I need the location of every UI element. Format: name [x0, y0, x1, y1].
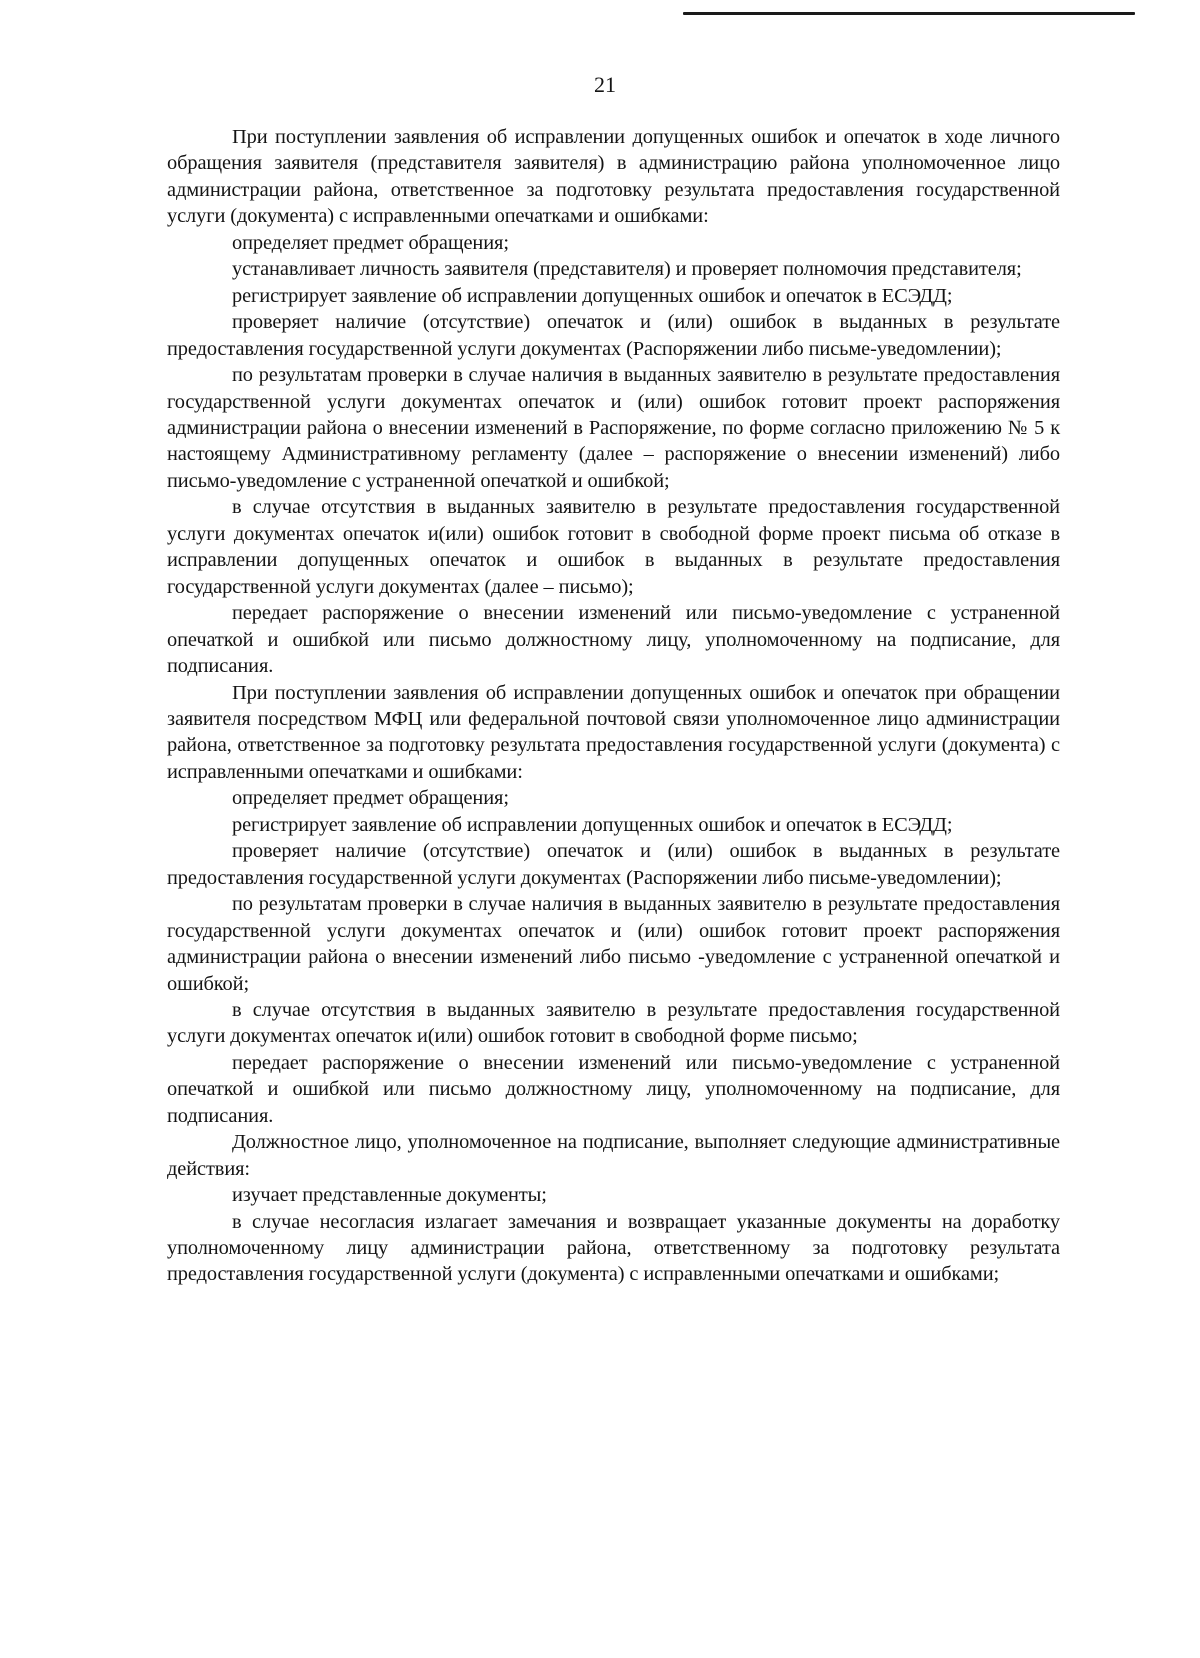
paragraph: передает распоряжение о внесении изменений или письмо-уведомление с устраненной опечаткой и ошибкой или письмо должностному лицу, уполномоченному на подписание, для подписания. [167, 1051, 1060, 1127]
document-body [167, 124, 1060, 1288]
paragraph: регистрирует заявление об исправлении допущенных ошибок и опечаток в ЕСЭДД; [232, 813, 953, 836]
paragraph: определяет предмет обращения; [232, 231, 509, 254]
paragraph: регистрирует заявление об исправлении допущенных ошибок и опечаток в ЕСЭДД; [232, 284, 953, 307]
paragraph: При поступлении заявления об исправлении допущенных ошибок и опечаток в ходе личного обращения заявителя (представителя заявителя) в администрацию района уполномоченное лицо администрации района, ответственное за подготовку результата предоставления государственной услуги (документа) с исправленными опечатками и ошибками: [167, 126, 1060, 228]
paragraph: по результатам проверки в случае наличия в выданных заявителю в результате предоставления государственной услуги документах опечаток и (или) ошибок готовит проект распоряжения администрации района о внесении изменений либо письмо -уведомление с устраненной опечаткой и ошибкой; [167, 893, 1060, 995]
paragraph: в случае отсутствия в выданных заявителю в результате предоставления государственной услуги документах опечаток и(или) ошибок готовит в свободной форме проект письма об отказе в исправлении допущенных опечаток и ошибок в выданных в результате предоставления государственной услуги документах (далее – письмо); [167, 496, 1060, 598]
paragraph: определяет предмет обращения; [232, 787, 509, 810]
paragraph: проверяет наличие (отсутствие) опечаток и (или) ошибок в выданных в результате предоставления государственной услуги документах (Распоряжении либо письме-уведомлении); [167, 311, 1060, 360]
page-number: 21 [594, 72, 616, 97]
paragraph: передает распоряжение о внесении изменений или письмо-уведомление с устраненной опечаткой и ошибкой или письмо должностному лицу, уполномоченному на подписание, для подписания. [167, 602, 1060, 678]
paragraph: устанавливает личность заявителя (представителя) и проверяет полномочия представителя; [232, 258, 1022, 281]
paragraph: в случае отсутствия в выданных заявителю в результате предоставления государственной услуги документах опечаток и(или) ошибок готовит в свободной форме письмо; [167, 998, 1060, 1048]
paragraph: изучает представленные документы; [232, 1184, 547, 1207]
paragraph: по результатам проверки в случае наличия в выданных заявителю в результате предоставления государственной услуги документах опечаток и (или) ошибок готовит проект распоряжения администрации района о внесении изменений в Распоряжение, по форме согласно приложению № 5 к настоящему Административному регламенту (далее – распоряжение о внесении изменений) либо письмо-уведомление с устраненной опечаткой и ошибкой; [167, 364, 1060, 492]
paragraph: Должностное лицо, уполномоченное на подписание, выполняет следующие административные действия: [167, 1131, 1060, 1180]
paragraph: проверяет наличие (отсутствие) опечаток и (или) ошибок в выданных в результате предоставления государственной услуги документах (Распоряжении либо письме-уведомлении); [167, 840, 1060, 889]
header-rule [683, 12, 1135, 15]
paragraph: в случае несогласия излагает замечания и возвращает указанные документы на доработку уполномоченному лицу администрации района, ответственному за подготовку результата предоставления государственной услуги (документа) с исправленными опечатками и ошибками; [167, 1210, 1060, 1286]
paragraph: При поступлении заявления об исправлении допущенных ошибок и опечаток при обращении заявителя посредством МФЦ или федеральной почтовой связи уполномоченное лицо администрации района, ответственное за подготовку результата предоставления государственной услуги (документа) с исправленными опечатками и ошибками: [167, 681, 1060, 783]
